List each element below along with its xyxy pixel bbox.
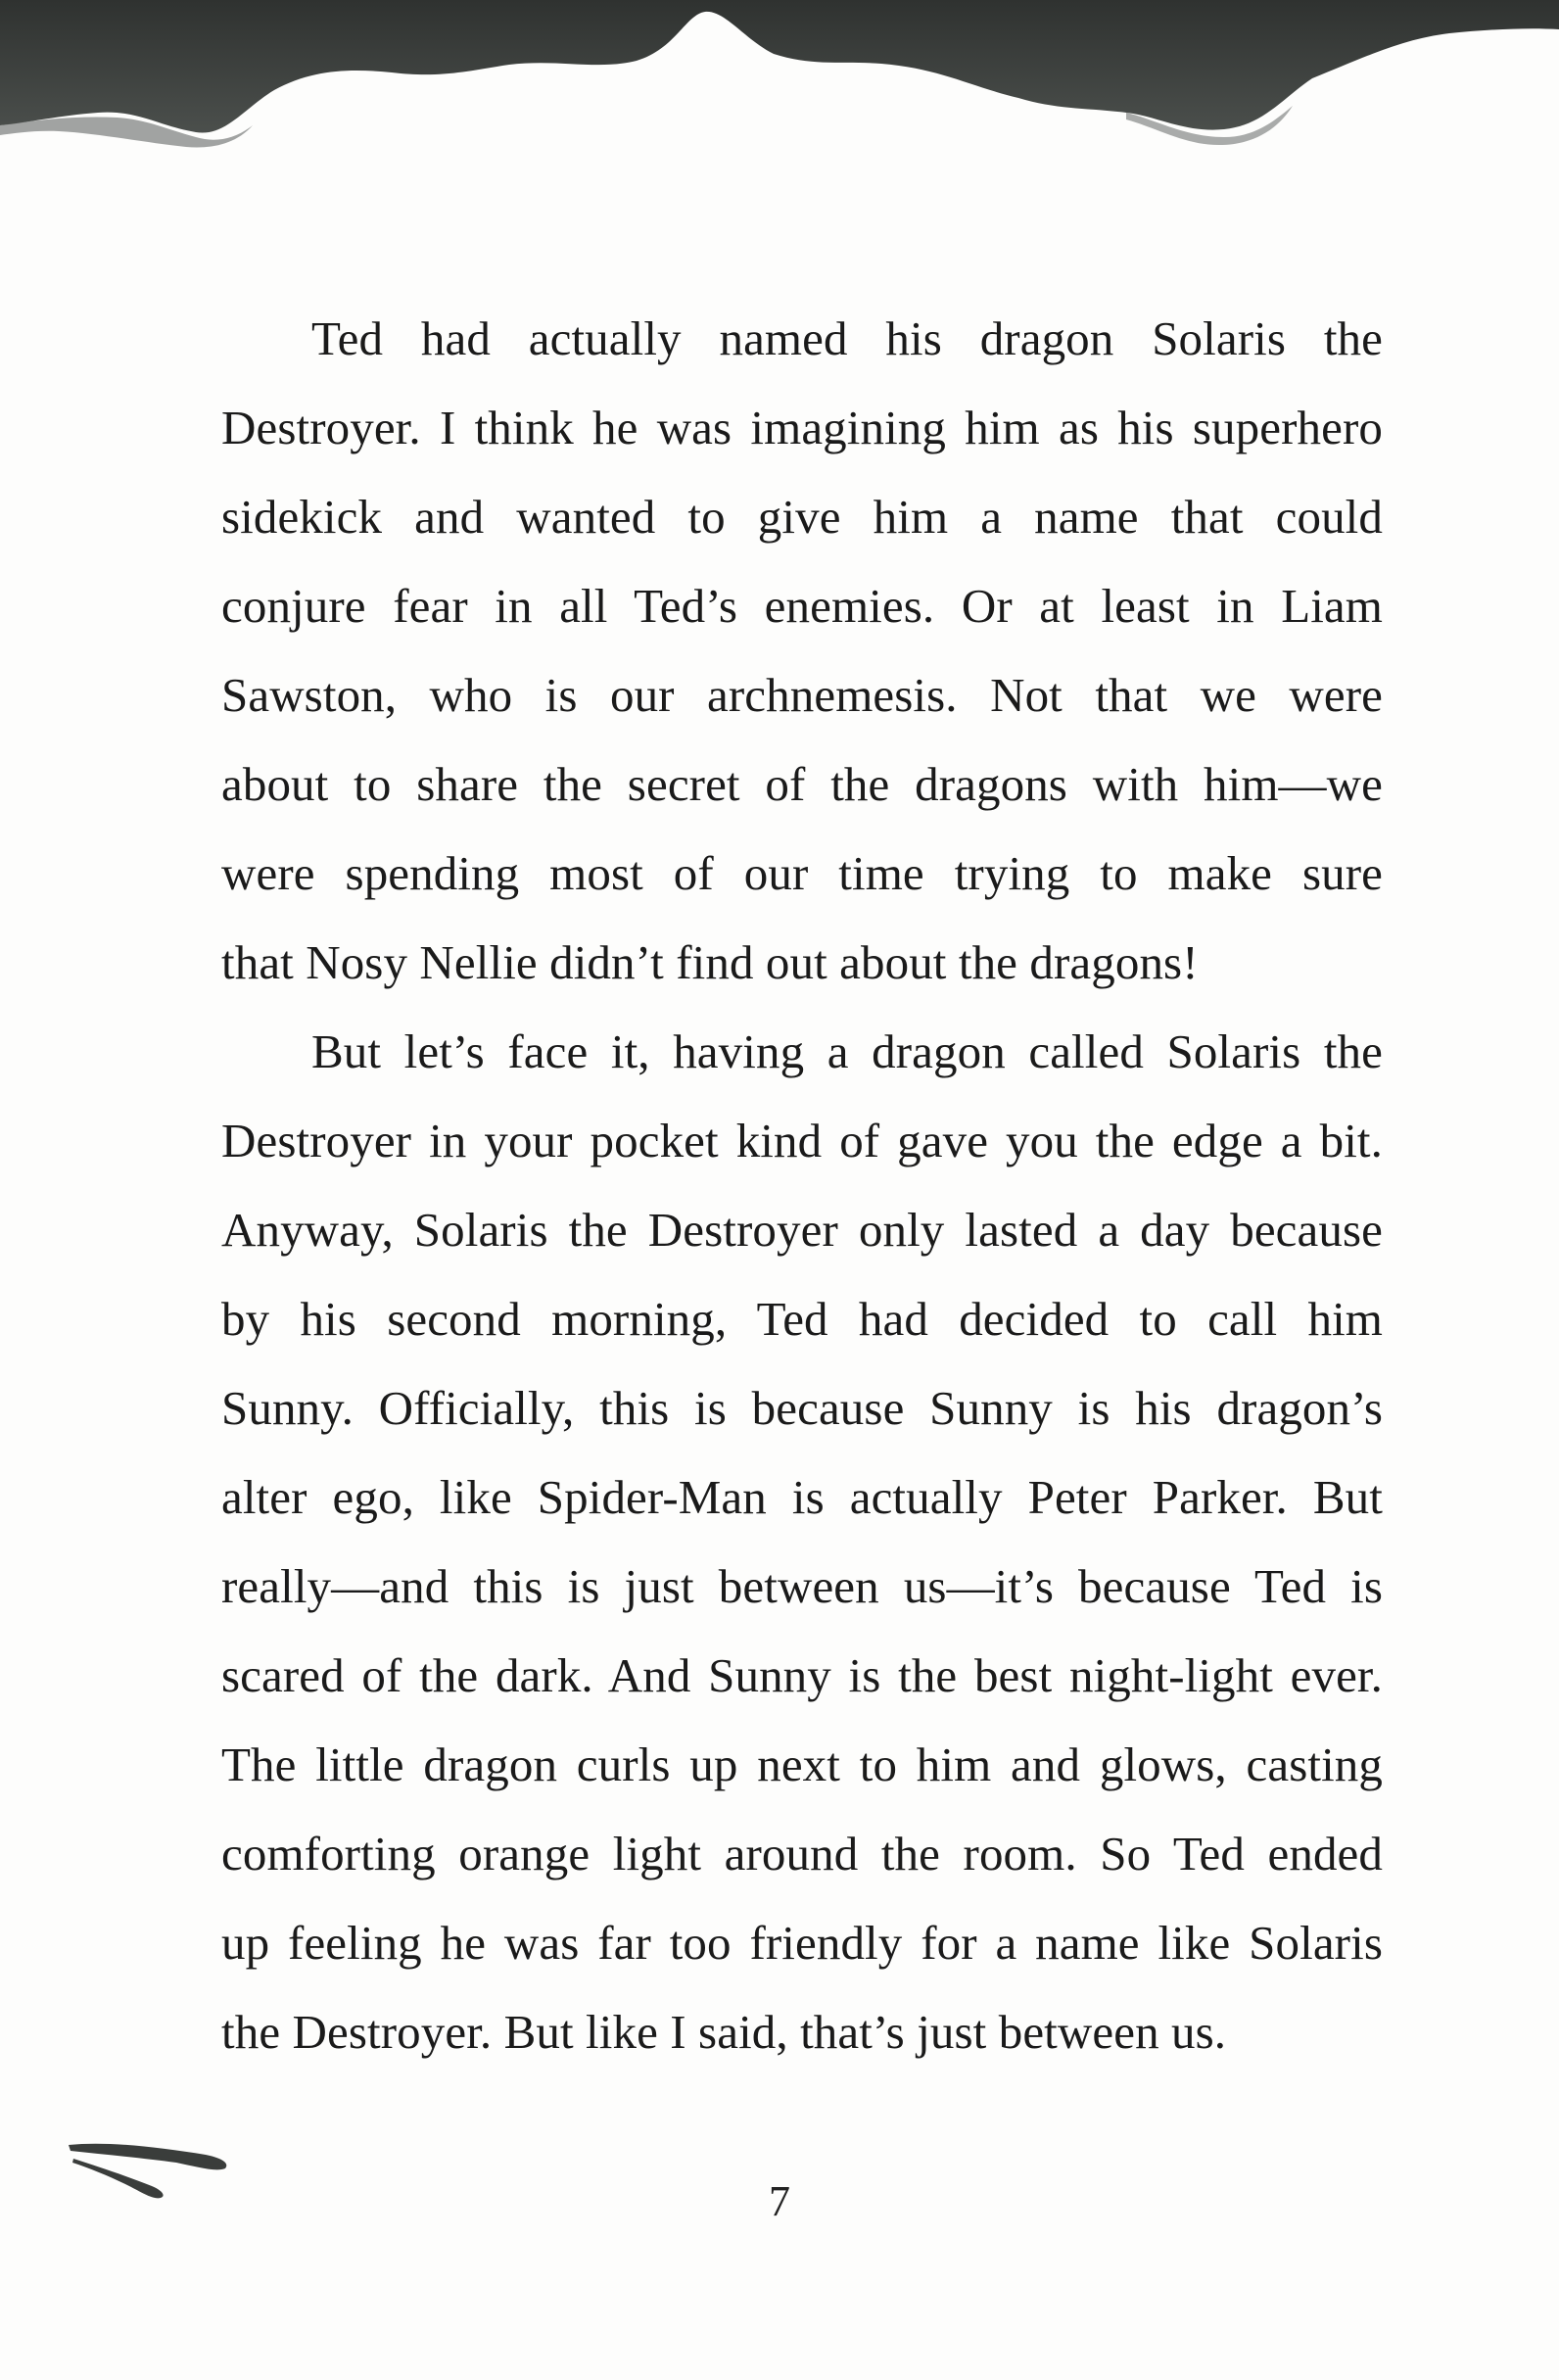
paragraph-1 [221, 294, 1383, 1007]
text-line: But let’s face it, having a dragon called Solaris the [311, 1024, 1383, 1078]
text-line: comforting orange light around the room. So Ted ended [221, 1827, 1383, 1880]
text-line: about to share the secret of the dragons with him—we [221, 757, 1383, 811]
text-line: The little dragon curls up next to him and glows, casting [221, 1737, 1383, 1791]
text-line: up feeling he was far too friendly for a name like Solaris [221, 1916, 1383, 1970]
text-line: sidekick and wanted to give him a name that could [221, 490, 1383, 544]
text-line: were spending most of our time trying to make sure [221, 846, 1383, 900]
text-line: scared of the dark. And Sunny is the best night-light ever. [221, 1648, 1383, 1702]
text-line: Destroyer. I think he was imagining him as his superhero [221, 401, 1383, 454]
ink-brush-stroke-top [0, 0, 1559, 157]
text-line: Sunny. Officially, this is because Sunny is his dragon’s [221, 1381, 1383, 1435]
text-line: really—and this is just between us—it’s because Ted is [221, 1559, 1383, 1613]
body-text [221, 294, 1383, 2076]
text-line: Destroyer in your pocket kind of gave you the edge a bit. [221, 1114, 1383, 1167]
text-line: Sawston, who is our archnemesis. Not that we were [221, 668, 1383, 722]
text-line: by his second morning, Ted had decided to call him [221, 1292, 1383, 1346]
paragraph-2 [221, 1007, 1383, 2076]
text-line: conjure fear in all Ted’s enemies. Or at least in Liam [221, 579, 1383, 633]
text-line: the Destroyer. But like I said, that’s just between us. [221, 2005, 1227, 2059]
text-line: Anyway, Solaris the Destroyer only lasted a day because [221, 1203, 1383, 1257]
page-number: 7 [769, 2177, 790, 2225]
text-line: alter ego, like Spider-Man is actually Peter Parker. But [221, 1470, 1383, 1524]
text-line: Ted had actually named his dragon Solaris the [311, 311, 1383, 365]
text-line: that Nosy Nellie didn’t find out about the dragons! [221, 935, 1199, 989]
